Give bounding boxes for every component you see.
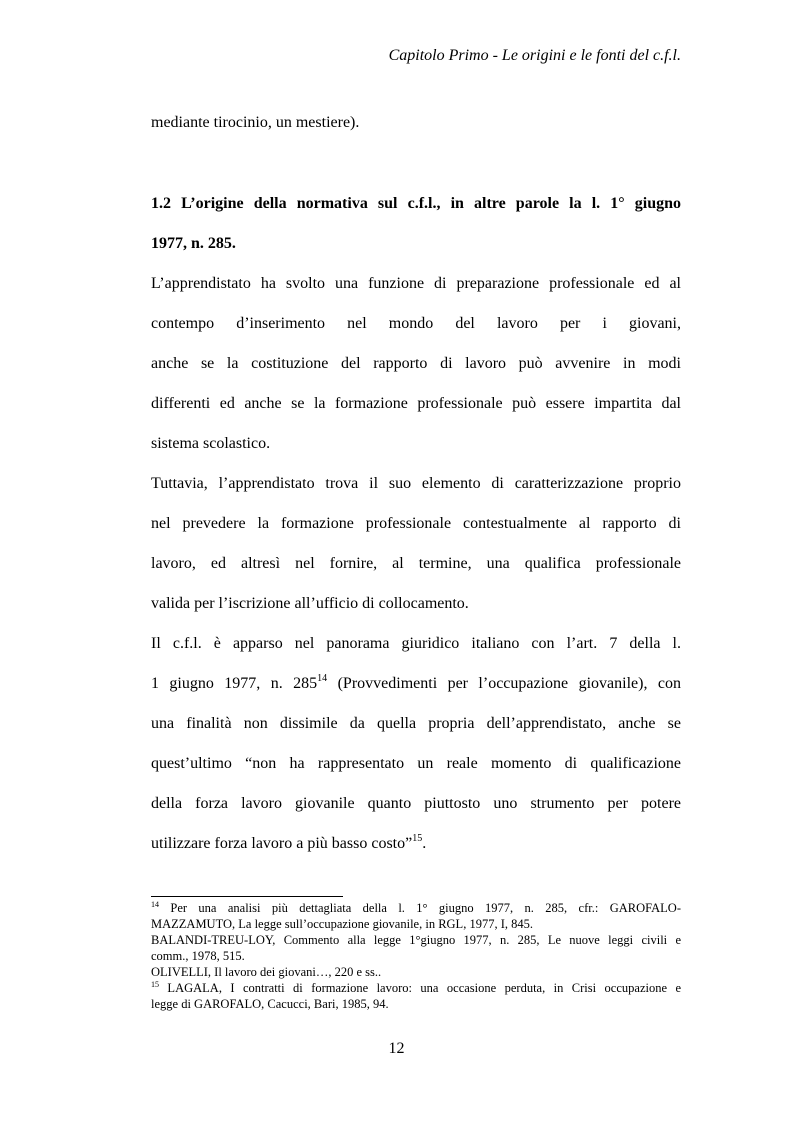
page-number: 12 (388, 1040, 405, 1057)
section-heading (151, 184, 681, 264)
text-line: nel prevedere la formazione professionale contestualmente al rapporto di (151, 515, 681, 532)
text-segment: utilizzare forza lavoro a più basso costo” (151, 835, 413, 852)
footnote-number: 14 (151, 900, 159, 909)
footnote-line: OLIVELLI, Il lavoro dei giovani…, 220 e ss.. (151, 965, 382, 979)
footnote-line: BALANDI-TREU-LOY, Commento alla legge 1°giugno 1977, n. 285, Le nuove leggi civili e (151, 933, 681, 947)
text-line: mediante tirocinio, un mestiere). (151, 114, 360, 131)
text-line: lavoro, ed altresì nel fornire, al termine, una qualifica professionale (151, 555, 681, 572)
text-line: una finalità non dissimile da quella propria dell’apprendistato, anche se (151, 715, 681, 732)
text-line (151, 664, 681, 704)
heading-line-1: 1.2 L’origine della normativa sul c.f.l., in altre parole la l. 1° giugno (151, 195, 681, 212)
footnote-line: comm., 1978, 515. (151, 949, 245, 963)
heading-line-2: 1977, n. 285. (151, 235, 236, 252)
text-line: Il c.f.l. è apparso nel panorama giuridico italiano con l’art. 7 della l. (151, 635, 681, 652)
text-line: anche se la costituzione del rapporto di lavoro può avvenire in modi (151, 355, 681, 372)
paragraph-1 (151, 264, 681, 464)
running-header: Capitolo Primo - Le origini e le fonti del c.f.l. (388, 47, 681, 64)
text-line (151, 824, 681, 864)
paragraph-2 (151, 464, 681, 624)
paragraph-3 (151, 624, 681, 864)
text-line: valida per l’iscrizione all’ufficio di collocamento. (151, 595, 469, 612)
text-line: della forza lavoro giovanile quanto piuttosto uno strumento per potere (151, 795, 681, 812)
footnote-number: 15 (151, 980, 159, 989)
footnote-ref-15[interactable]: 15 (412, 833, 423, 844)
text-line: contempo d’inserimento nel mondo del lavoro per i giovani, (151, 315, 681, 332)
text-line: Tuttavia, l’apprendistato trova il suo elemento di caratterizzazione proprio (151, 475, 681, 492)
body-continuation (151, 103, 681, 143)
text-line: differenti ed anche se la formazione professionale può essere impartita dal (151, 395, 681, 412)
footnote-line: MAZZAMUTO, La legge sull’occupazione giovanile, in RGL, 1977, I, 845. (151, 917, 533, 931)
footnote-line: legge di GAROFALO, Cacucci, Bari, 1985, 94. (151, 997, 389, 1011)
footnote-text: Per una analisi più dettagliata della l. 1° giugno 1977, n. 285, cfr.: GAROFALO- (159, 901, 681, 915)
footnote-line (151, 980, 681, 996)
footnote-text: LAGALA, I contratti di formazione lavoro: una occasione perduta, in Crisi occupazione e (159, 981, 681, 995)
footnote-line (151, 900, 681, 916)
text-segment: (Provvedimenti per l’occupazione giovanile), con (327, 675, 681, 692)
footnote-separator (151, 896, 343, 897)
text-line: L’apprendistato ha svolto una funzione di preparazione professionale ed al (151, 275, 681, 292)
footnotes (151, 900, 681, 1012)
text-segment: . (422, 835, 427, 852)
text-line: quest’ultimo “non ha rappresentato un reale momento di qualificazione (151, 755, 681, 772)
text-segment: 1 giugno 1977, n. 285 (151, 675, 318, 692)
text-line: sistema scolastico. (151, 435, 271, 452)
footnote-ref-14[interactable]: 14 (317, 673, 328, 684)
